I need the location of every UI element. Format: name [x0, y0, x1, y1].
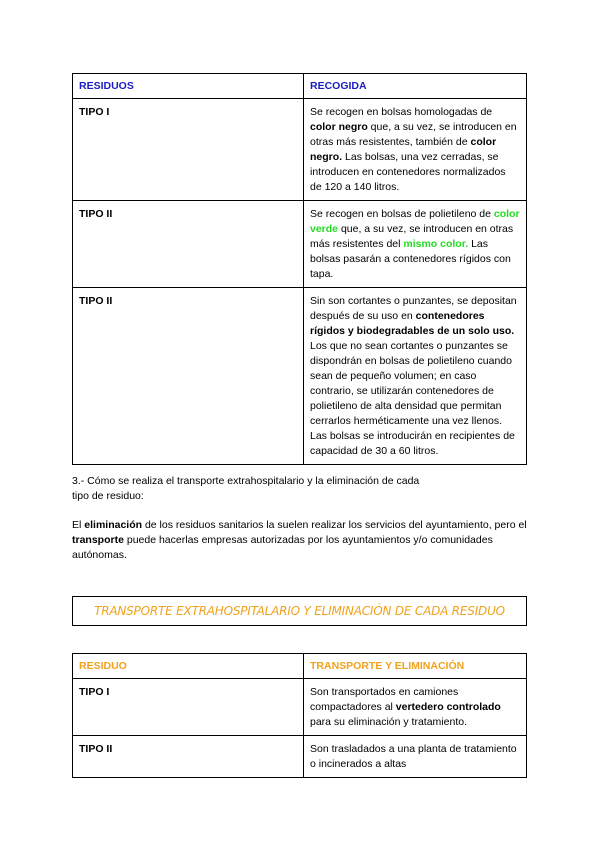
table-row	[73, 679, 527, 736]
table-row	[73, 288, 527, 465]
collection-description	[304, 201, 527, 288]
collection-table	[72, 73, 527, 465]
body-text: que, a su vez, se introducen en otras más resistentes del	[310, 223, 514, 250]
body-text: Son transportados en camiones compactadores al	[310, 686, 459, 713]
table-row	[73, 736, 527, 778]
header-transporte: TRANSPORTE Y ELIMINACIÓN	[304, 654, 527, 679]
body-text: de los residuos sanitarios la suelen realizar los servicios del ayuntamiento, pero el	[142, 519, 527, 531]
body-text: para su eliminación y tratamiento.	[310, 716, 467, 728]
header-residuo: RESIDUO	[73, 654, 304, 679]
residue-type: TIPO I	[73, 99, 304, 201]
transport-table	[72, 653, 527, 778]
table-row	[73, 201, 527, 288]
body-text: Se recogen en bolsas de polietileno de	[310, 208, 494, 220]
transport-description	[304, 736, 527, 778]
emphasis-text: transporte	[72, 534, 124, 546]
body-text: Se recogen en bolsas homologadas de	[310, 106, 493, 118]
residue-type: TIPO II	[73, 201, 304, 288]
emphasis-text: contenedores rígidos y biodegradables de un solo uso.	[310, 310, 515, 337]
body-text: Son trasladados a una planta de tratamiento o incinerados a altas	[310, 743, 517, 770]
header-residuos: RESIDUOS	[73, 74, 304, 99]
answer-text	[72, 518, 542, 563]
body-text: que, a su vez, se introducen en otras más resistentes, también de	[310, 121, 517, 148]
emphasis-text: color negro.	[310, 136, 497, 163]
body-text: Las bolsas pasarán a contenedores rígidos con tapa.	[310, 238, 511, 280]
header-recogida: RECOGIDA	[304, 74, 527, 99]
emphasis-text: color verde	[310, 208, 520, 235]
body-text: Las bolsas, una vez cerradas, se introducen en contenedores normalizados de 120 a 140 litros.	[310, 151, 506, 193]
body-text: Los que no sean cortantes o punzantes se dispondrán en bolsas de polietileno cuando sean de pequeño volumen; en caso contrario, se utilizarán contenedores de polietileno de alta densidad que permitan cerrarlos herméticamente una vez llenos. Las bolsas se introducirán en recipientes de capacidad de 30 a 60 litros.	[310, 340, 515, 457]
collection-description	[304, 99, 527, 201]
transport-table-header	[73, 654, 527, 679]
emphasis-text: vertedero controlado	[395, 701, 501, 713]
emphasis-text: color negro	[310, 121, 368, 133]
table-row	[73, 99, 527, 201]
body-text: puede hacerlas empresas autorizadas por los ayuntamientos y/o comunidades autónomas.	[72, 534, 493, 561]
emphasis-text: eliminación	[84, 519, 143, 531]
collection-table-header	[73, 74, 527, 99]
question-text: 3.- Cómo se realiza el transporte extrahospitalario y la eliminación de cada tipo de residuo:	[72, 475, 420, 502]
body-text: El	[72, 519, 85, 531]
section-banner: TRANSPORTE EXTRAHOSPITALARIO Y ELIMINACIÓN DE CADA RESIDUO	[72, 596, 527, 626]
residue-type: TIPO II	[73, 736, 304, 778]
residue-type: TIPO II	[73, 288, 304, 465]
emphasis-text: mismo color.	[403, 238, 469, 250]
collection-description	[304, 288, 527, 465]
residue-type: TIPO I	[73, 679, 304, 736]
body-text: Sin son cortantes o punzantes, se depositan después de su uso en	[310, 295, 517, 322]
transport-description	[304, 679, 527, 736]
